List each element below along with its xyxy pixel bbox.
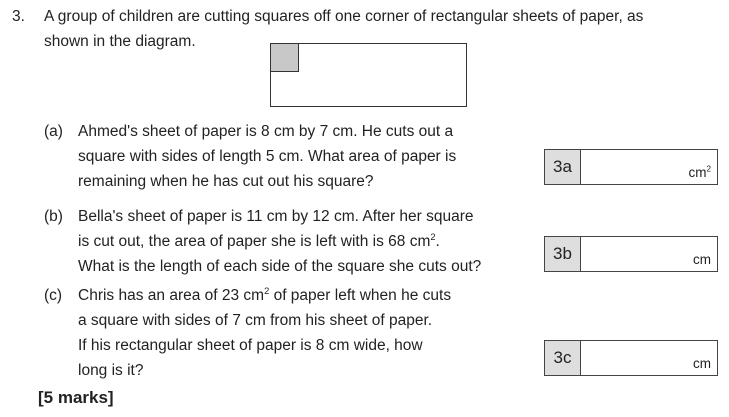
cut-square bbox=[271, 44, 299, 72]
answer-box-3b bbox=[544, 236, 718, 272]
part-c-label: (c) bbox=[44, 287, 63, 304]
answer-label-3a: 3a bbox=[545, 150, 581, 184]
answer-unit-3c: cm bbox=[693, 356, 711, 371]
marks-total: [5 marks] bbox=[38, 388, 114, 407]
answer-field-3b[interactable] bbox=[581, 237, 717, 271]
part-a-line-1: Ahmed's sheet of paper is 8 cm by 7 cm. He cuts out a bbox=[78, 123, 454, 140]
rectangle-diagram bbox=[270, 43, 467, 107]
answer-box-3c bbox=[544, 340, 718, 376]
answer-label-3b: 3b bbox=[545, 237, 581, 271]
answer-field-3c[interactable] bbox=[581, 341, 717, 375]
answer-label-3c: 3c bbox=[545, 341, 581, 375]
part-a-line-3: remaining when he has cut out his square? bbox=[78, 173, 374, 190]
question-intro-line-2: shown in the diagram. bbox=[44, 33, 196, 50]
part-b-line-1: Bella's sheet of paper is 11 cm by 12 cm. After her square bbox=[78, 208, 474, 225]
part-b-line-2: is cut out, the area of paper she is left with is 68 $cm^2$. bbox=[78, 231, 440, 250]
part-a-label: (a) bbox=[44, 123, 63, 140]
part-b-label: (b) bbox=[44, 208, 63, 225]
part-b-line-3: What is the length of each side of the square she cuts out? bbox=[78, 258, 482, 275]
part-c-line-3: If his rectangular sheet of paper is 8 cm wide, how bbox=[78, 337, 423, 354]
part-a-line-2: square with sides of length 5 cm. What area of paper is bbox=[78, 148, 457, 165]
answer-unit-3a: $cm^2$ bbox=[688, 164, 711, 180]
question-number: 3. bbox=[12, 8, 25, 25]
answer-field-3a[interactable] bbox=[581, 150, 717, 184]
part-c-line-1: Chris has an area of 23 $cm^2$ of paper left when he cuts bbox=[78, 285, 452, 304]
part-c-line-4: long is it? bbox=[78, 362, 144, 379]
answer-box-3a bbox=[544, 149, 718, 185]
question-intro-line-1: A group of children are cutting squares off one corner of rectangular sheets of paper, as bbox=[44, 8, 644, 25]
answer-unit-3b: cm bbox=[693, 252, 711, 267]
part-c-line-2: a square with sides of 7 cm from his sheet of paper. bbox=[78, 312, 433, 329]
